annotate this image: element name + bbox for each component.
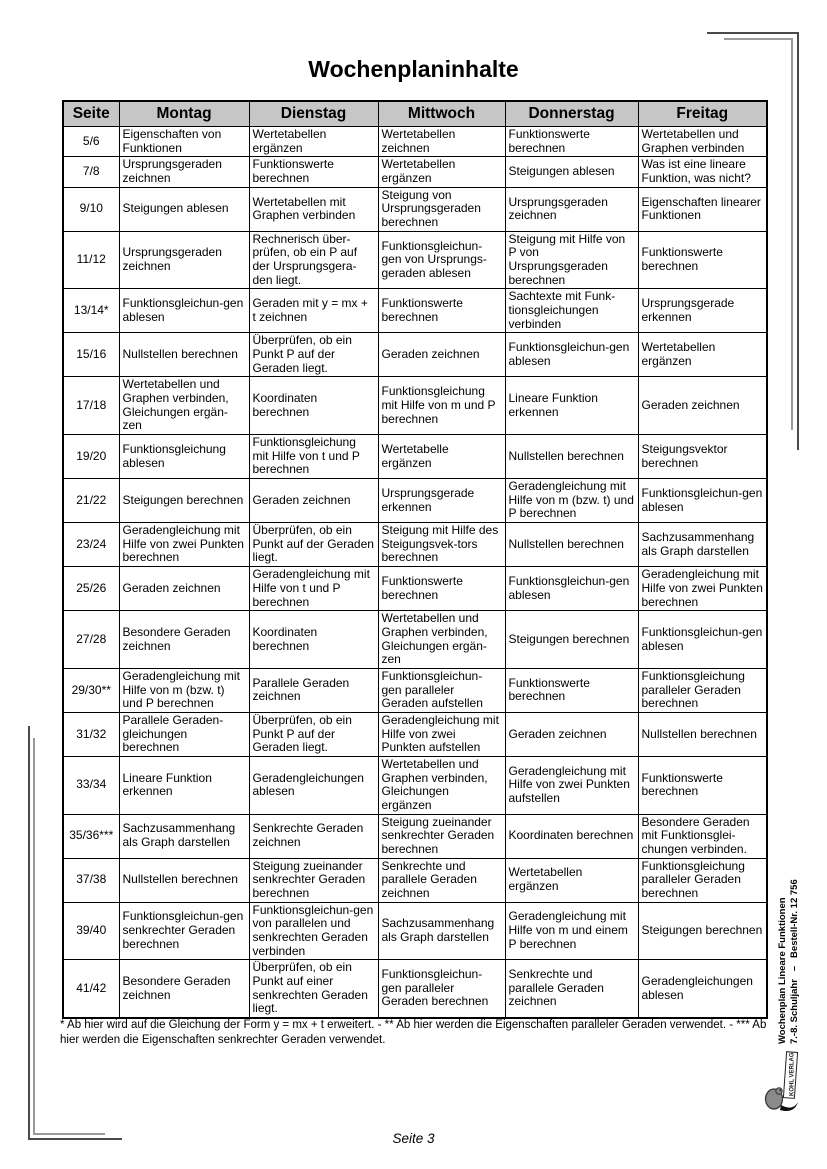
task-cell: Funktionsgleichun-gen von parallelen und senkrechten Geraden verbinden	[249, 902, 378, 960]
task-cell: Geradengleichung mit Hilfe von zwei Punkten berechnen	[119, 523, 249, 567]
page-number-cell: 29/30**	[63, 668, 119, 712]
task-cell: Geraden zeichnen	[119, 567, 249, 611]
task-cell: Wertetabellen und Graphen verbinden, Gleichungen ergän-zen	[378, 611, 505, 669]
task-cell: Wertetabellen und Graphen verbinden, Gleichungen ergän-zen	[119, 377, 249, 435]
page-number-cell: 19/20	[63, 435, 119, 479]
task-cell: Wertetabelle ergänzen	[378, 435, 505, 479]
task-cell: Funktionsgleichung mit Hilfe von m und P berechnen	[378, 377, 505, 435]
task-cell: Funktionsgleichung ablesen	[119, 435, 249, 479]
column-header-dienstag: Dienstag	[249, 101, 378, 127]
task-cell: Nullstellen berechnen	[505, 435, 638, 479]
task-cell: Funktionswerte berechnen	[249, 157, 378, 187]
page-number-cell: 11/12	[63, 231, 119, 289]
table-row	[63, 858, 767, 902]
task-cell: Steigung zueinander senkrechter Geraden berechnen	[378, 814, 505, 858]
task-cell: Lineare Funktion erkennen	[505, 377, 638, 435]
page-number-cell: 5/6	[63, 127, 119, 157]
task-cell: Funktionsgleichun-gen ablesen	[505, 567, 638, 611]
task-cell: Funktionsgleichun-gen paralleler Geraden berechnen	[378, 960, 505, 1018]
column-header-montag: Montag	[119, 101, 249, 127]
task-cell: Sachzusammenhang als Graph darstellen	[638, 523, 767, 567]
task-cell: Rechnerisch über-prüfen, ob ein P auf der Ursprungsgera-den liegt.	[249, 231, 378, 289]
task-cell: Funktionswerte berechnen	[378, 289, 505, 333]
task-cell: Steigung mit Hilfe von P von Ursprungsgeraden berechnen	[505, 231, 638, 289]
task-cell: Funktionswerte berechnen	[505, 668, 638, 712]
sidebar-series-title: Wochenplan Lineare Funktionen	[777, 897, 788, 1044]
task-cell: Eigenschaften linearer Funktionen	[638, 187, 767, 231]
table-row	[63, 479, 767, 523]
task-cell: Wertetabellen zeichnen	[378, 127, 505, 157]
task-cell: Funktionsgleichun-gen ablesen	[638, 611, 767, 669]
page-number-cell: 31/32	[63, 712, 119, 756]
task-cell: Senkrechte und parallele Geraden zeichnen	[378, 858, 505, 902]
task-cell: Funktionswerte berechnen	[638, 231, 767, 289]
task-cell: Koordinaten berechnen	[249, 377, 378, 435]
task-cell: Geraden zeichnen	[638, 377, 767, 435]
task-cell: Nullstellen berechnen	[119, 858, 249, 902]
table-row	[63, 567, 767, 611]
task-cell: Sachzusammenhang als Graph darstellen	[378, 902, 505, 960]
task-cell: Funktionsgleichung paralleler Geraden berechnen	[638, 668, 767, 712]
page-number-cell: 27/28	[63, 611, 119, 669]
task-cell: Überprüfen, ob ein Punkt auf einer senkrechten Geraden liegt.	[249, 960, 378, 1018]
task-cell: Parallele Geraden-gleichungen berechnen	[119, 712, 249, 756]
task-cell: Wertetabellen ergänzen	[378, 157, 505, 187]
column-header-seite: Seite	[63, 101, 119, 127]
task-cell: Geraden zeichnen	[378, 333, 505, 377]
page-number-cell: 39/40	[63, 902, 119, 960]
page-number-cell: 35/36***	[63, 814, 119, 858]
task-cell: Lineare Funktion erkennen	[119, 756, 249, 814]
task-cell: Besondere Geraden zeichnen	[119, 611, 249, 669]
task-cell: Geradengleichung mit Hilfe von t und P berechnen	[249, 567, 378, 611]
task-cell: Wertetabellen ergänzen	[505, 858, 638, 902]
task-cell: Geradengleichung mit Hilfe von m und einem P berechnen	[505, 902, 638, 960]
page-number-cell: 41/42	[63, 960, 119, 1018]
task-cell: Besondere Geraden zeichnen	[119, 960, 249, 1018]
task-cell: Geraden mit y = mx + t zeichnen	[249, 289, 378, 333]
table-row	[63, 289, 767, 333]
task-cell: Funktionswerte berechnen	[638, 756, 767, 814]
task-cell: Wertetabellen und Graphen verbinden, Gleichungen ergänzen	[378, 756, 505, 814]
table-row	[63, 902, 767, 960]
task-cell: Sachtexte mit Funk-tionsgleichungen verbinden	[505, 289, 638, 333]
task-cell: Wertetabellen ergänzen	[638, 333, 767, 377]
task-cell: Überprüfen, ob ein Punkt auf der Geraden liegt.	[249, 523, 378, 567]
table-row	[63, 523, 767, 567]
task-cell: Steigungen berechnen	[638, 902, 767, 960]
task-cell: Funktionsgleichung paralleler Geraden berechnen	[638, 858, 767, 902]
task-cell: Geraden zeichnen	[249, 479, 378, 523]
task-cell: Überprüfen, ob ein Punkt P auf der Geraden liegt.	[249, 333, 378, 377]
page-number-cell: 13/14*	[63, 289, 119, 333]
task-cell: Steigung mit Hilfe des Steigungsvek-tors berechnen	[378, 523, 505, 567]
task-cell: Funktionsgleichun-gen paralleler Geraden aufstellen	[378, 668, 505, 712]
page-number-cell: 23/24	[63, 523, 119, 567]
task-cell: Ursprungsgerade erkennen	[638, 289, 767, 333]
table-row	[63, 377, 767, 435]
task-cell: Nullstellen berechnen	[638, 712, 767, 756]
table-row	[63, 187, 767, 231]
page-number-cell: 33/34	[63, 756, 119, 814]
task-cell: Senkrechte Geraden zeichnen	[249, 814, 378, 858]
task-cell: Wertetabellen mit Graphen verbinden	[249, 187, 378, 231]
task-cell: Funktionswerte berechnen	[378, 567, 505, 611]
table-row	[63, 960, 767, 1018]
task-cell: Was ist eine lineare Funktion, was nicht?	[638, 157, 767, 187]
task-cell: Parallele Geraden zeichnen	[249, 668, 378, 712]
task-cell: Steigungen berechnen	[505, 611, 638, 669]
task-cell: Funktionsgleichun-gen ablesen	[638, 479, 767, 523]
page-title: Wochenplaninhalte	[308, 56, 519, 82]
table-row	[63, 756, 767, 814]
table-row	[63, 611, 767, 669]
task-cell: Steigungen ablesen	[119, 187, 249, 231]
task-cell: Senkrechte und parallele Geraden zeichnen	[505, 960, 638, 1018]
task-cell: Steigung zueinander senkrechter Geraden berechnen	[249, 858, 378, 902]
task-cell: Funktionsgleichung mit Hilfe von t und P berechnen	[249, 435, 378, 479]
table-row	[63, 231, 767, 289]
task-cell: Koordinaten berechnen	[505, 814, 638, 858]
page-number-cell: 9/10	[63, 187, 119, 231]
task-cell: Funktionswerte berechnen	[505, 127, 638, 157]
table-row	[63, 814, 767, 858]
page-number-cell: 15/16	[63, 333, 119, 377]
task-cell: Geradengleichungen ablesen	[249, 756, 378, 814]
sidebar-publisher-text	[777, 852, 801, 1044]
task-cell: Steigungen ablesen	[505, 157, 638, 187]
task-cell: Geradengleichung mit Hilfe von m (bzw. t) und P berechnen	[119, 668, 249, 712]
task-cell: Steigungsvektor berechnen	[638, 435, 767, 479]
task-cell: Koordinaten berechnen	[249, 611, 378, 669]
table-row	[63, 668, 767, 712]
page-number-cell: 17/18	[63, 377, 119, 435]
table-row	[63, 712, 767, 756]
task-cell: Geraden zeichnen	[505, 712, 638, 756]
column-header-donnerstag: Donnerstag	[505, 101, 638, 127]
task-cell: Überprüfen, ob ein Punkt P auf der Geraden liegt.	[249, 712, 378, 756]
task-cell: Funktionsgleichun-gen senkrechter Geraden berechnen	[119, 902, 249, 960]
logo-banner-text: KOHL VERLAG	[789, 1052, 796, 1096]
task-cell: Ursprungsgeraden zeichnen	[505, 187, 638, 231]
task-cell: Ursprungsgeraden zeichnen	[119, 231, 249, 289]
task-cell: Besondere Geraden mit Funktionsglei-chungen verbinden.	[638, 814, 767, 858]
table-row	[63, 435, 767, 479]
weekly-plan-table	[62, 100, 768, 1019]
task-cell: Sachzusammenhang als Graph darstellen	[119, 814, 249, 858]
task-cell: Nullstellen berechnen	[119, 333, 249, 377]
table-row	[63, 333, 767, 377]
task-cell: Ursprungsgerade erkennen	[378, 479, 505, 523]
task-cell: Geradengleichung mit Hilfe von zwei Punkten aufstellen	[505, 756, 638, 814]
task-cell: Geradengleichung mit Hilfe von zwei Punkten aufstellen	[378, 712, 505, 756]
page-number-cell: 7/8	[63, 157, 119, 187]
footnote: * Ab hier wird auf die Gleichung der Form y = mx + t erweitert. - ** Ab hier werden die Eigenschaften paralleler Geraden verwendet. - *** Ab hier werden die Eigenschaften senkrechter Geraden verwendet.	[60, 1019, 767, 1046]
task-cell: Steigung von Ursprungsgeraden berechnen	[378, 187, 505, 231]
plan-table-body	[63, 127, 767, 1018]
footer-page-label: Seite 3	[392, 1131, 435, 1146]
task-cell: Eigenschaften von Funktionen	[119, 127, 249, 157]
page-number-cell: 21/22	[63, 479, 119, 523]
sidebar-order-number: 7.-8. Schuljahr – Bestell-Nr. 12 756	[789, 879, 801, 1044]
page-number-cell: 25/26	[63, 567, 119, 611]
column-header-mittwoch: Mittwoch	[378, 101, 505, 127]
task-cell: Steigungen berechnen	[119, 479, 249, 523]
task-cell: Geradengleichungen ablesen	[638, 960, 767, 1018]
task-cell: Wertetabellen und Graphen verbinden	[638, 127, 767, 157]
task-cell: Geradengleichung mit Hilfe von zwei Punkten berechnen	[638, 567, 767, 611]
task-cell: Funktionsgleichun-gen ablesen	[505, 333, 638, 377]
page-number-cell: 37/38	[63, 858, 119, 902]
task-cell: Geradengleichung mit Hilfe von m (bzw. t) und P berechnen	[505, 479, 638, 523]
task-cell: Funktionsgleichun-gen von Ursprungs-geraden ablesen	[378, 231, 505, 289]
kohl-verlag-logo-icon	[764, 1050, 800, 1116]
task-cell: Wertetabellen ergänzen	[249, 127, 378, 157]
task-cell: Ursprungsgeraden zeichnen	[119, 157, 249, 187]
table-row	[63, 127, 767, 157]
task-cell: Funktionsgleichun-gen ablesen	[119, 289, 249, 333]
column-header-freitag: Freitag	[638, 101, 767, 127]
table-header-row	[63, 101, 767, 127]
task-cell: Nullstellen berechnen	[505, 523, 638, 567]
table-row	[63, 157, 767, 187]
